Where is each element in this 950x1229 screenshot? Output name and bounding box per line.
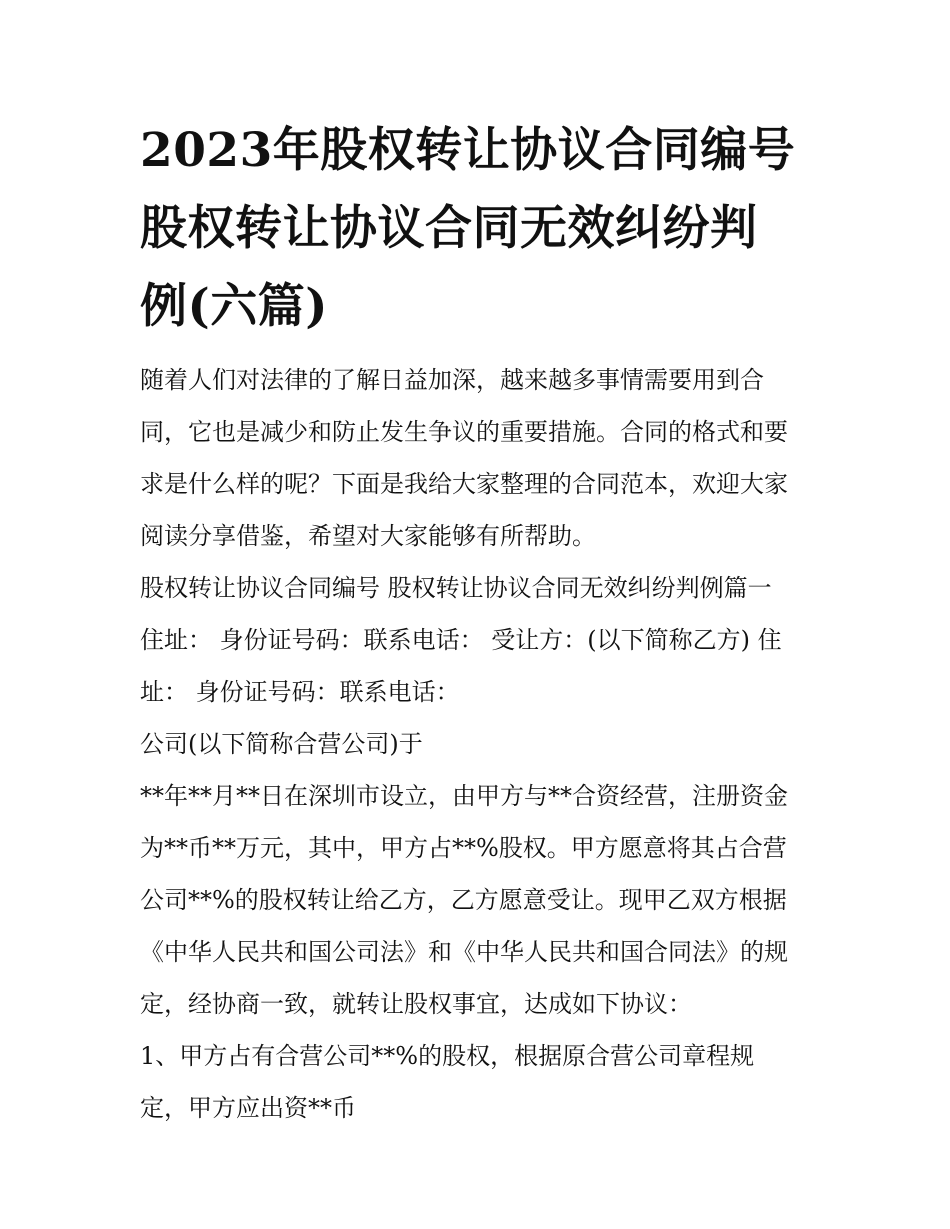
document-title [140, 112, 820, 346]
paragraph-line: 公司**%的股权转让给乙方，乙方愿意受让。现甲乙双方根据 [140, 886, 787, 914]
title-line: 例(六篇) [140, 279, 328, 334]
intro-paragraph [140, 354, 830, 562]
title-line: 2023年股权转让协议合同编号 [140, 123, 796, 178]
paragraph-line: 随着人们对法律的了解日益加深，越来越多事情需要用到合 [140, 366, 764, 394]
paragraph-line: 定，经协商一致，就转让股权事宜，达成如下协议： [140, 990, 692, 1018]
paragraph-line: **年**月**日在深圳市设立，由甲方与**合资经营，注册资金 [140, 782, 788, 810]
paragraph-line: 《中华人民共和国公司法》和《中华人民共和国合同法》的规 [140, 938, 788, 966]
paragraph-line: 住址： 身份证号码：联系电话： 受让方：(以下简称乙方) 住 [140, 626, 782, 654]
paragraph-line: 址： 身份证号码：联系电话： [140, 678, 460, 706]
section-heading: 股权转让协议合同编号 股权转让协议合同无效纠纷判例篇一 [140, 574, 772, 602]
paragraph-line: 为**币**万元，其中，甲方占**%股权。甲方愿意将其占合营 [140, 834, 787, 862]
paragraph-line: 公司(以下简称合营公司)于 [140, 730, 423, 758]
paragraph-line: 求是什么样的呢？下面是我给大家整理的合同范本，欢迎大家 [140, 470, 788, 498]
contract-body [140, 562, 830, 1134]
title-line: 股权转让协议合同无效纠纷判 [140, 201, 758, 256]
clause-line: 1、甲方占有合营公司**%的股权，根据原合营公司章程规 [140, 1042, 755, 1070]
paragraph-line: 同，它也是减少和防止发生争议的重要措施。合同的格式和要 [140, 418, 788, 446]
paragraph-line: 阅读分享借鉴，希望对大家能够有所帮助。 [140, 522, 596, 550]
clause-line: 定，甲方应出资**币 [140, 1094, 356, 1122]
